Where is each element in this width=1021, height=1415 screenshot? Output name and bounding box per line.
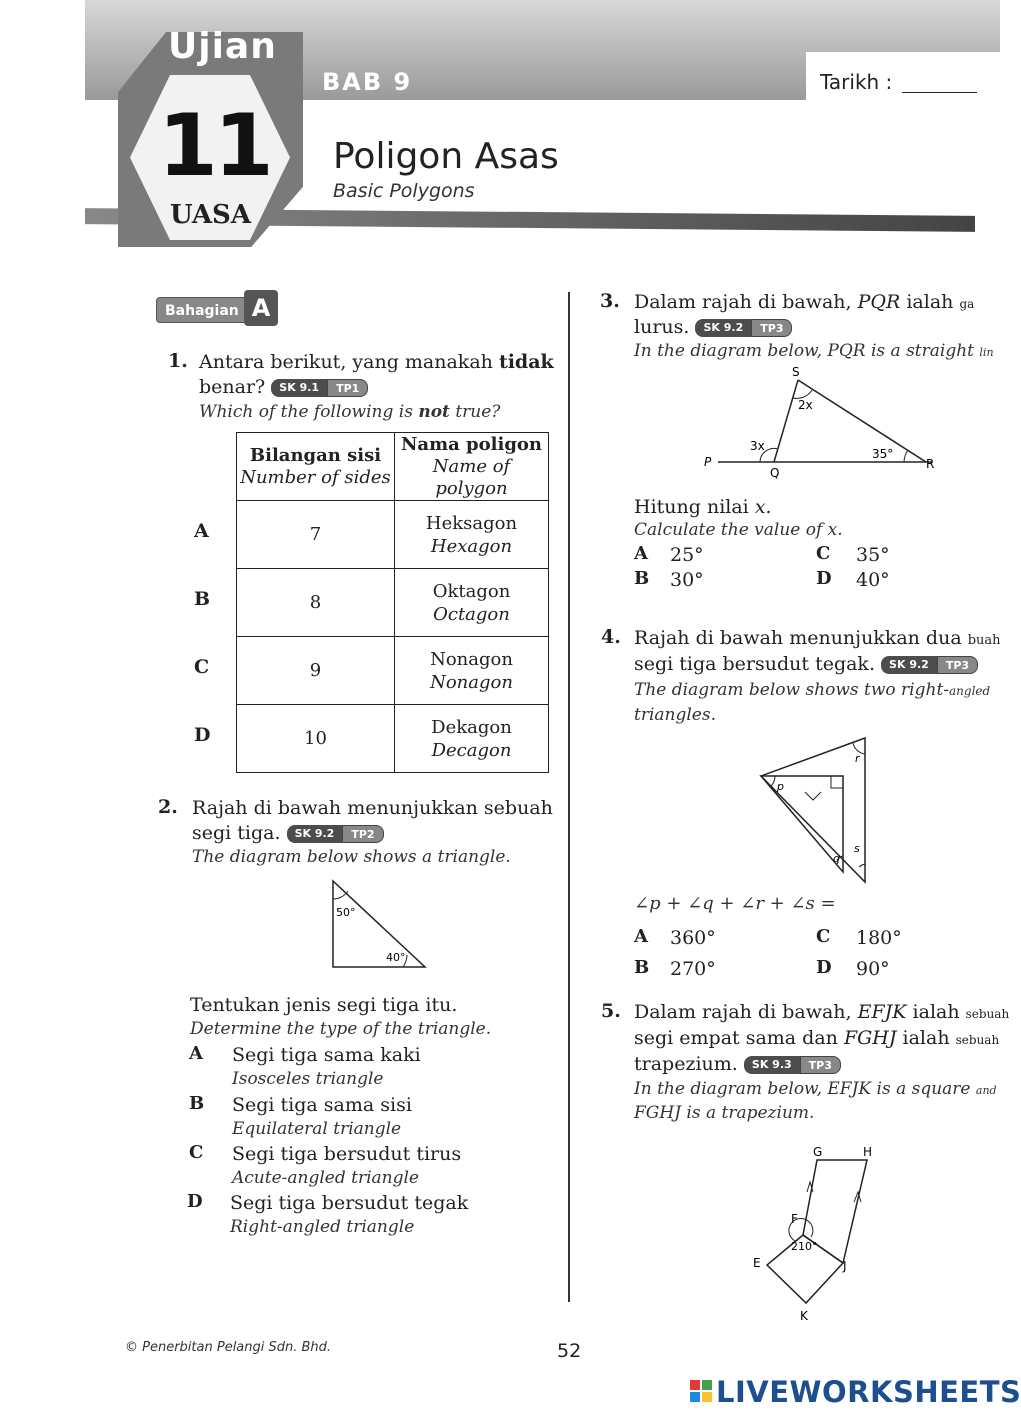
table-cell-sides: 9 bbox=[237, 637, 395, 705]
liveworksheets-logo-icon bbox=[690, 1380, 712, 1402]
q3-text-line2 bbox=[634, 315, 792, 339]
table-header-sides bbox=[237, 433, 395, 501]
q2-option-c-text: Segi tiga bersudut tirus bbox=[232, 1143, 462, 1165]
column-divider bbox=[568, 292, 570, 1302]
table-cell-sides: 10 bbox=[237, 705, 395, 773]
q2-option-c[interactable]: C bbox=[189, 1142, 204, 1163]
table-row bbox=[237, 501, 549, 569]
q3-prompt-text: Hitung nilai bbox=[634, 496, 749, 518]
q1-text-line2 bbox=[199, 375, 368, 399]
q4-option-b[interactable]: B bbox=[634, 957, 650, 978]
q3-text-cut: ga bbox=[959, 297, 975, 311]
q3-prompt-en: Calculate the value of x. bbox=[634, 520, 843, 540]
q3-label-p: P bbox=[704, 455, 712, 469]
q5-skill-tag bbox=[744, 1056, 841, 1074]
q5-text-b: ialah bbox=[912, 1001, 960, 1023]
page-subtitle: Basic Polygons bbox=[333, 180, 475, 202]
table-row bbox=[237, 637, 549, 705]
q1-en-bold: not bbox=[418, 402, 450, 422]
q2-angle-50: 50° bbox=[336, 906, 356, 919]
q5-text-d: ialah bbox=[902, 1027, 950, 1049]
q3-option-a[interactable]: A bbox=[634, 543, 648, 564]
q5-en-cut: and bbox=[975, 1084, 997, 1097]
q3-text-b: ialah bbox=[906, 291, 954, 313]
row-name: Heksagon bbox=[425, 512, 518, 534]
q5-english-line2: FGHJ is a trapezium. bbox=[634, 1103, 815, 1123]
q2-triangle bbox=[333, 881, 425, 967]
q4-expression: ∠p + ∠q + ∠r + ∠s = bbox=[634, 893, 836, 914]
q2-option-a-text: Segi tiga sama kaki bbox=[232, 1044, 421, 1066]
q2-prompt: Tentukan jenis segi tiga itu. bbox=[190, 994, 458, 1016]
q4-arc-s bbox=[859, 864, 865, 867]
table-row bbox=[237, 705, 549, 773]
q5-tp: TP3 bbox=[800, 1056, 841, 1074]
q4-text-a: Rajah di bawah menunjukkan dua bbox=[634, 627, 962, 649]
q5-text-cut: sebuah bbox=[965, 1007, 1010, 1021]
q1-skill-tag bbox=[271, 379, 368, 397]
q3-line-qs bbox=[774, 380, 798, 462]
q1-option-a[interactable]: A bbox=[194, 520, 209, 542]
col2-label-en: Name of polygon bbox=[432, 455, 511, 499]
q5-en-a: In the diagram below, EFJK is a square bbox=[634, 1079, 971, 1099]
q4-triangle-outer bbox=[761, 738, 865, 882]
q2-option-a-en: Isosceles triangle bbox=[232, 1069, 384, 1089]
q3-angle-35: 35° bbox=[872, 447, 894, 461]
table-row bbox=[237, 569, 549, 637]
table-cell-name bbox=[395, 637, 549, 705]
q1-english bbox=[199, 400, 500, 424]
q5-english bbox=[634, 1077, 997, 1103]
chapter-label: BAB 9 bbox=[322, 68, 413, 96]
q3-text-a: Dalam rajah di bawah, bbox=[634, 291, 852, 313]
q2-option-d-en: Right-angled triangle bbox=[230, 1217, 415, 1237]
q2-option-d-text: Segi tiga bersudut tegak bbox=[230, 1192, 469, 1214]
date-label: Tarikh : bbox=[820, 70, 893, 94]
q4-right-angle-mark bbox=[805, 792, 821, 800]
q3-label-s: S bbox=[792, 365, 800, 379]
test-number: 11 bbox=[158, 96, 270, 196]
table-cell-name bbox=[395, 705, 549, 773]
q4-triangle-inner bbox=[761, 776, 843, 872]
q5-text-line3 bbox=[634, 1052, 841, 1076]
q3-option-c[interactable]: C bbox=[816, 543, 831, 564]
row-name-en: Octagon bbox=[433, 603, 510, 625]
q3-option-d[interactable]: D bbox=[816, 568, 832, 589]
q1-en-b: true? bbox=[455, 402, 501, 422]
row-name-en: Decagon bbox=[431, 739, 512, 761]
q3-line-sr bbox=[798, 380, 926, 462]
q2-angle-40: 40° bbox=[386, 951, 406, 964]
q5-label-h: H bbox=[863, 1145, 873, 1159]
q2-option-a[interactable]: A bbox=[189, 1043, 203, 1064]
q5-text-c: segi empat sama dan bbox=[634, 1027, 838, 1049]
q3-option-d-value: 40° bbox=[856, 569, 890, 591]
q5-angle-210: 210° bbox=[791, 1240, 818, 1253]
q3-prompt-var: x. bbox=[754, 496, 772, 518]
q3-tp: TP3 bbox=[751, 319, 792, 337]
col2-label: Nama poligon bbox=[400, 433, 543, 455]
publisher-credit: © Penerbitan Pelangi Sdn. Bhd. bbox=[125, 1340, 332, 1355]
q5-text bbox=[634, 1000, 1009, 1026]
table-cell-sides: 8 bbox=[237, 569, 395, 637]
q1-option-d[interactable]: D bbox=[194, 724, 211, 746]
section-letter: A bbox=[244, 290, 278, 326]
q4-number: 4. bbox=[601, 626, 621, 648]
page-title: Poligon Asas bbox=[333, 136, 559, 177]
q3-angle-3x: 3x bbox=[750, 439, 765, 453]
q4-text-b: segi tiga bersudut tegak. bbox=[634, 653, 875, 675]
table-cell-sides: 7 bbox=[237, 501, 395, 569]
q1-option-b[interactable]: B bbox=[194, 588, 211, 610]
q5-label-e: E bbox=[753, 1256, 761, 1270]
q4-label-p: p bbox=[777, 780, 784, 793]
q3-number: 3. bbox=[600, 290, 620, 312]
q3-text bbox=[634, 290, 974, 316]
table-cell-name bbox=[395, 569, 549, 637]
q2-option-b[interactable]: B bbox=[189, 1093, 205, 1114]
q5-sk: SK 9.3 bbox=[744, 1056, 800, 1074]
q3-en-cut: lin bbox=[979, 346, 994, 359]
q2-option-c-en: Acute-angled triangle bbox=[232, 1168, 419, 1188]
q1-text bbox=[199, 350, 554, 374]
uasa-label: UASA bbox=[170, 200, 251, 230]
q1-text-bold: tidak bbox=[498, 351, 554, 373]
row-name-en: Hexagon bbox=[430, 535, 513, 557]
col1-label: Bilangan sisi bbox=[249, 444, 382, 466]
q1-text-b: benar? bbox=[199, 376, 266, 398]
q4-option-c[interactable]: C bbox=[816, 926, 831, 947]
q1-sk: SK 9.1 bbox=[271, 379, 327, 397]
q5-label-j: J bbox=[843, 1259, 847, 1273]
q5-text-e: trapezium. bbox=[634, 1053, 738, 1075]
q3-option-c-value: 35° bbox=[856, 544, 890, 566]
ujian-label: Ujian bbox=[168, 26, 277, 67]
q2-option-b-text: Segi tiga sama sisi bbox=[232, 1094, 412, 1116]
table-header-row bbox=[237, 433, 549, 501]
q4-text-cut: buah bbox=[967, 633, 1001, 648]
table-header-name bbox=[395, 433, 549, 501]
q4-option-b-value: 270° bbox=[670, 958, 716, 980]
q2-number: 2. bbox=[158, 796, 178, 818]
q5-text-line2 bbox=[634, 1026, 999, 1052]
q5-label-g: G bbox=[813, 1145, 823, 1159]
q2-english: The diagram below shows a triangle. bbox=[192, 847, 511, 867]
q2-tp: TP2 bbox=[342, 825, 383, 843]
q3-angle-2x: 2x bbox=[798, 398, 813, 412]
q2-prompt-en: Determine the type of the triangle. bbox=[190, 1019, 492, 1039]
q3-skill-tag bbox=[695, 319, 792, 337]
q3-sk: SK 9.2 bbox=[695, 319, 751, 337]
q3-label-r: R bbox=[926, 457, 935, 471]
q4-option-a-value: 360° bbox=[670, 927, 716, 949]
q4-label-s: s bbox=[854, 842, 860, 855]
q1-en-a: Which of the following is bbox=[199, 402, 413, 422]
q2-text-line2 bbox=[192, 821, 384, 845]
q3-prompt bbox=[634, 495, 772, 519]
q5-text-fghj: FGHJ bbox=[843, 1027, 897, 1049]
q2-text-a: Rajah di bawah menunjukkan sebuah bbox=[192, 797, 553, 819]
q4-option-c-value: 180° bbox=[856, 927, 902, 949]
q4-text-line2 bbox=[634, 652, 978, 676]
q2-triangle-diagram bbox=[325, 875, 435, 975]
q2-sk: SK 9.2 bbox=[287, 825, 343, 843]
q4-text bbox=[634, 626, 1001, 653]
q5-text-a: Dalam rajah di bawah, bbox=[634, 1001, 852, 1023]
page-number: 52 bbox=[557, 1340, 582, 1362]
q1-text-a: Antara berikut, yang manakah bbox=[199, 351, 493, 373]
row-name: Oktagon bbox=[432, 580, 511, 602]
q4-option-d[interactable]: D bbox=[816, 957, 832, 978]
table-cell-name bbox=[395, 501, 549, 569]
q3-option-b[interactable]: B bbox=[634, 568, 650, 589]
q4-label-q: q bbox=[833, 852, 840, 865]
row-name-en: Nonagon bbox=[430, 671, 513, 693]
q4-skill-tag bbox=[881, 656, 978, 674]
q5-label-k: K bbox=[800, 1309, 808, 1323]
q4-option-d-value: 90° bbox=[856, 958, 890, 980]
q4-english-line2: triangles. bbox=[634, 705, 716, 725]
q3-en: In the diagram below, PQR is a straight bbox=[634, 341, 974, 361]
col1-label-en: Number of sides bbox=[240, 466, 391, 488]
q2-skill-tag bbox=[287, 825, 384, 843]
row-name: Dekagon bbox=[431, 716, 512, 738]
q3-text-pqr: PQR bbox=[857, 291, 901, 313]
liveworksheets-brand[interactable]: LIVEWORKSHEETS bbox=[716, 1375, 1021, 1409]
q1-option-c[interactable]: C bbox=[194, 656, 210, 678]
q3-option-a-value: 25° bbox=[670, 544, 704, 566]
q5-number: 5. bbox=[601, 1000, 621, 1022]
q3-option-b-value: 30° bbox=[670, 569, 704, 591]
q4-option-a[interactable]: A bbox=[634, 926, 648, 947]
q4-sk: SK 9.2 bbox=[881, 656, 937, 674]
section-label: Bahagian bbox=[156, 297, 248, 323]
q5-text-efjk: EFJK bbox=[857, 1001, 907, 1023]
q2-text-b: segi tiga. bbox=[192, 822, 281, 844]
q4-diagram bbox=[755, 732, 875, 892]
q4-arc-p bbox=[771, 776, 775, 786]
q3-diagram bbox=[700, 362, 950, 482]
q4-label-r: r bbox=[855, 752, 860, 765]
q1-tp: TP1 bbox=[327, 379, 368, 397]
q4-en-cut: angled bbox=[949, 684, 991, 698]
q5-label-f: F bbox=[791, 1212, 798, 1226]
q4-en-a: The diagram below shows two right- bbox=[634, 680, 950, 700]
q1-number: 1. bbox=[168, 350, 188, 372]
q4-right-angle-inner bbox=[831, 776, 843, 788]
row-name: Nonagon bbox=[430, 648, 513, 670]
q2-option-d[interactable]: D bbox=[187, 1191, 203, 1212]
q3-text-c: lurus. bbox=[634, 316, 690, 338]
q2-option-b-en: Equilateral triangle bbox=[232, 1119, 402, 1139]
q3-arc-35 bbox=[904, 450, 908, 462]
date-line[interactable] bbox=[902, 92, 977, 93]
polygon-table bbox=[236, 432, 549, 773]
q3-label-q: Q bbox=[770, 466, 780, 480]
q4-english bbox=[634, 678, 990, 703]
q4-tp: TP3 bbox=[937, 656, 978, 674]
q5-diagram bbox=[745, 1140, 895, 1325]
q5-text-cut2: sebuah bbox=[955, 1033, 1000, 1047]
